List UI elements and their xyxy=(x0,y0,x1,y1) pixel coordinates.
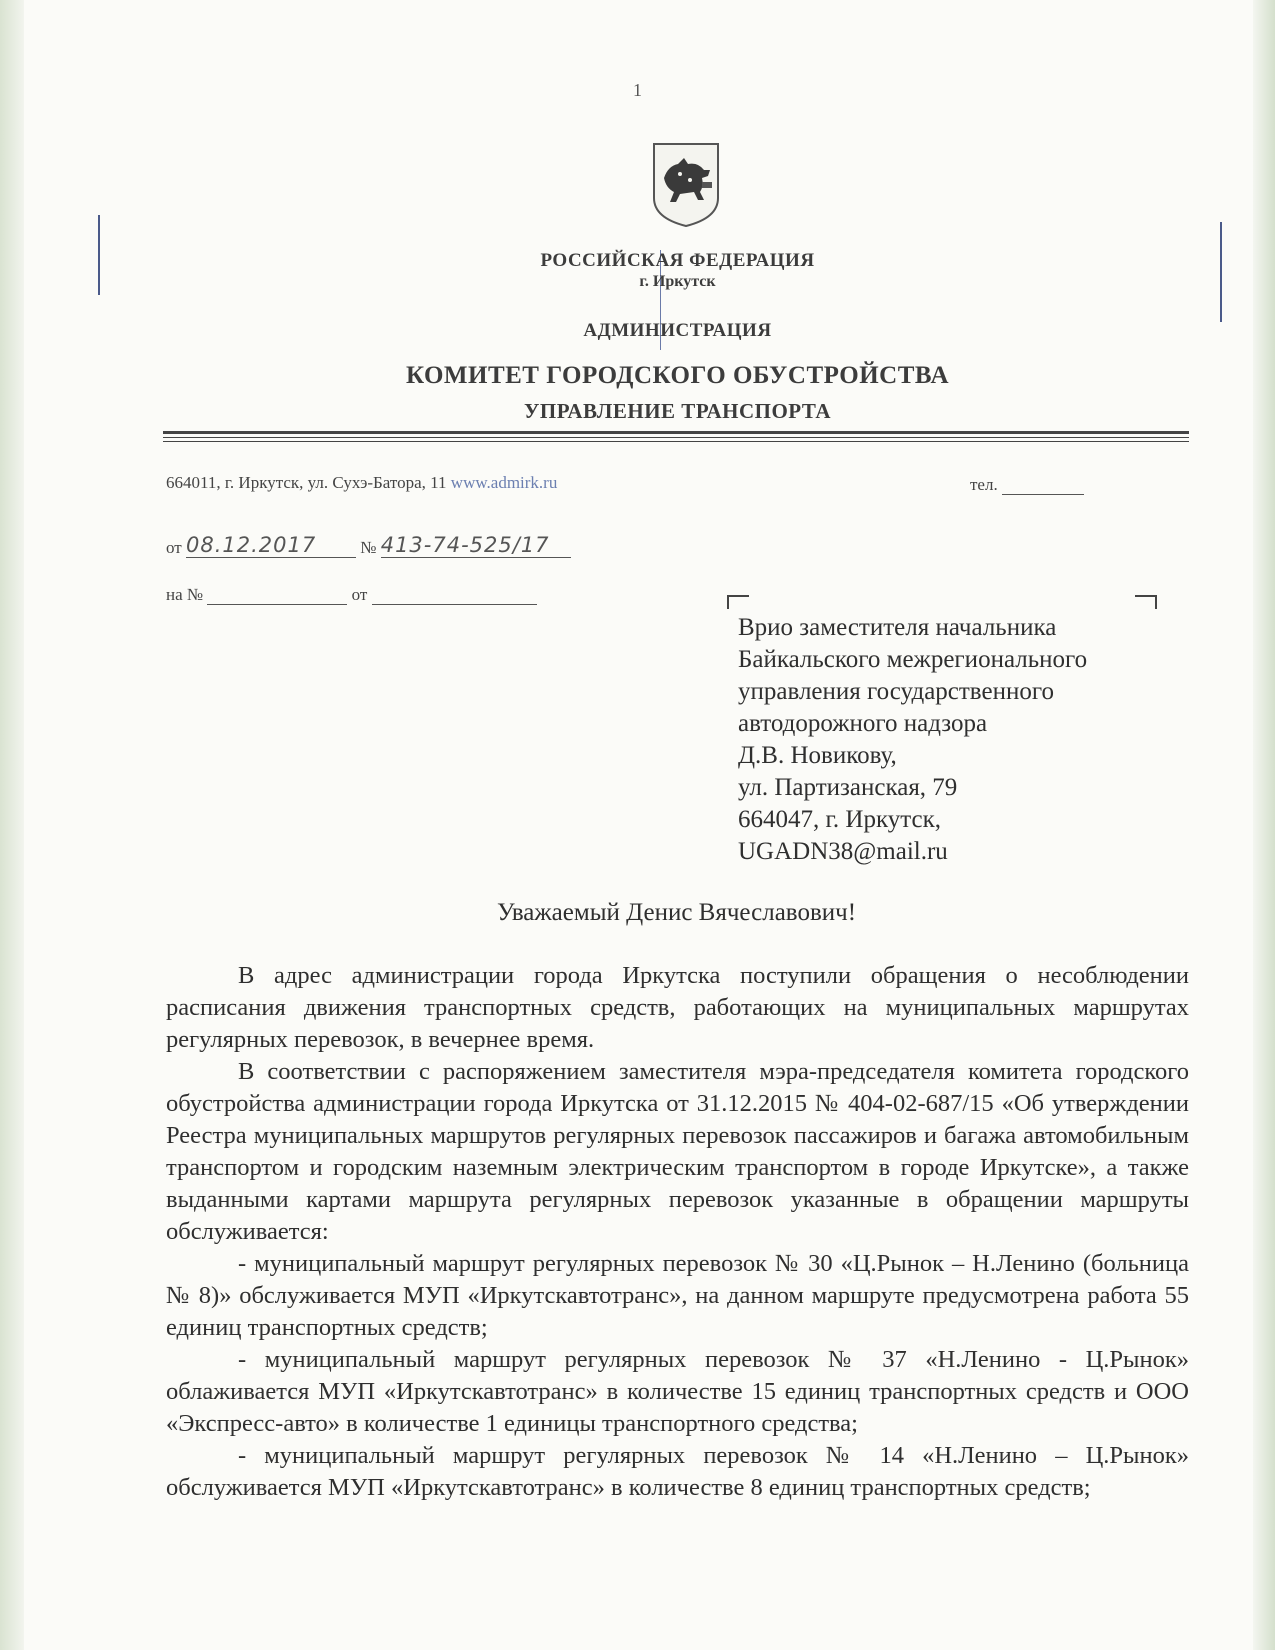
header-rule-thick xyxy=(163,431,1189,434)
incoming-number-blank xyxy=(207,586,347,605)
addressee-line: управления государственного xyxy=(738,678,1054,705)
outgoing-from-label: от xyxy=(166,538,182,557)
incoming-date-blank xyxy=(372,586,537,605)
incoming-reference xyxy=(166,585,537,605)
contact-address-line xyxy=(166,473,557,493)
addressee-line: 664047, г. Иркутск, xyxy=(738,806,942,833)
scan-mark-right xyxy=(1220,222,1222,322)
header-city: г. Иркутск xyxy=(639,273,716,290)
addressee-line: автодорожного надзора xyxy=(738,710,988,737)
header-rule-thin xyxy=(163,437,1189,438)
outgoing-number-label: № xyxy=(360,538,377,557)
addressee-line: Д.В. Новикову, xyxy=(738,742,897,769)
salutation: Уважаемый Денис Вячеславович! xyxy=(496,899,857,926)
contact-phone xyxy=(970,475,1084,495)
addressee-line: Врио заместителя начальника xyxy=(738,614,1057,641)
contact-address: 664011, г. Иркутск, ул. Сухэ-Батора, 11 xyxy=(166,473,447,492)
header-department: УПРАВЛЕНИЕ ТРАНСПОРТА xyxy=(523,399,832,423)
body-paragraph: В адрес администрации города Иркутска поступили обращения о несоблюдении расписания движения транспортных средств, работающих на муниципальных маршрутах регулярных перевозок, в вечернее время. xyxy=(166,962,1189,1053)
scan-edge-left xyxy=(0,0,24,1650)
header-committee: КОМИТЕТ ГОРОДСКОГО ОБУСТРОЙСТВА xyxy=(405,362,950,389)
header-administration: АДМИНИСТРАЦИЯ xyxy=(583,320,772,341)
outgoing-reference xyxy=(166,533,571,558)
page-number: 1 xyxy=(633,80,642,100)
header-country: РОССИЙСКАЯ ФЕДЕРАЦИЯ xyxy=(540,250,815,271)
incoming-number-label: на № xyxy=(166,585,204,604)
incoming-from-label: от xyxy=(351,585,368,604)
addressee-email: UGADN38@mail.ru xyxy=(738,838,948,865)
route-item: - муниципальный маршрут регулярных перевозок № 37 «Н.Ленино - Ц.Рынок» облаживается МУП «Иркутскавтотранс» в количестве 15 единиц транспортных средств и ООО «Экспресс-авто» в количестве 1 единицы транспортного средства; xyxy=(166,1346,1189,1437)
letter-body xyxy=(166,960,1189,1504)
route-item: - муниципальный маршрут регулярных перевозок № 14 «Н.Ленино – Ц.Рынок» обслуживается МУП «Иркутскавтотранс» в количестве 8 единиц транспортных средств; xyxy=(166,1442,1189,1501)
contact-website: www.admirk.ru xyxy=(450,473,558,492)
addressee-corner-left xyxy=(727,595,749,609)
addressee-corner-right xyxy=(1135,595,1157,609)
coat-of-arms-icon xyxy=(650,140,722,228)
addressee-line: Байкальского межрегионального xyxy=(738,646,1088,673)
addressee-line: ул. Партизанская, 79 xyxy=(738,774,958,801)
outgoing-date: 08.12.2017 xyxy=(186,533,356,558)
header-rule-thin-2 xyxy=(163,441,1189,442)
outgoing-number: 413-74-525/17 xyxy=(381,533,571,558)
phone-label: тел. xyxy=(970,475,998,494)
addressee-block xyxy=(738,612,1188,868)
route-item: - муниципальный маршрут регулярных перевозок № 30 «Ц.Рынок – Н.Ленино (больница № 8)» обслуживается МУП «Иркутскавтотранс», на данном маршруте предусмотрена работа 55 единиц транспортных средств; xyxy=(166,1250,1189,1341)
scan-edge-right xyxy=(1253,0,1275,1650)
phone-blank xyxy=(1002,478,1084,495)
body-paragraph: В соответствии с распоряжением заместителя мэра-председателя комитета городского обустройства администрации города Иркутска от 31.12.2015 № 404-02-687/15 «Об утверждении Реестра муниципальных маршрутов регулярных перевозок пассажиров и багажа автомобильным транспортом и городским наземным электрическим транспортом в городе Иркутске», а также выданными картами маршрута регулярных перевозок указанные в обращении маршруты обслуживается: xyxy=(166,1058,1189,1245)
